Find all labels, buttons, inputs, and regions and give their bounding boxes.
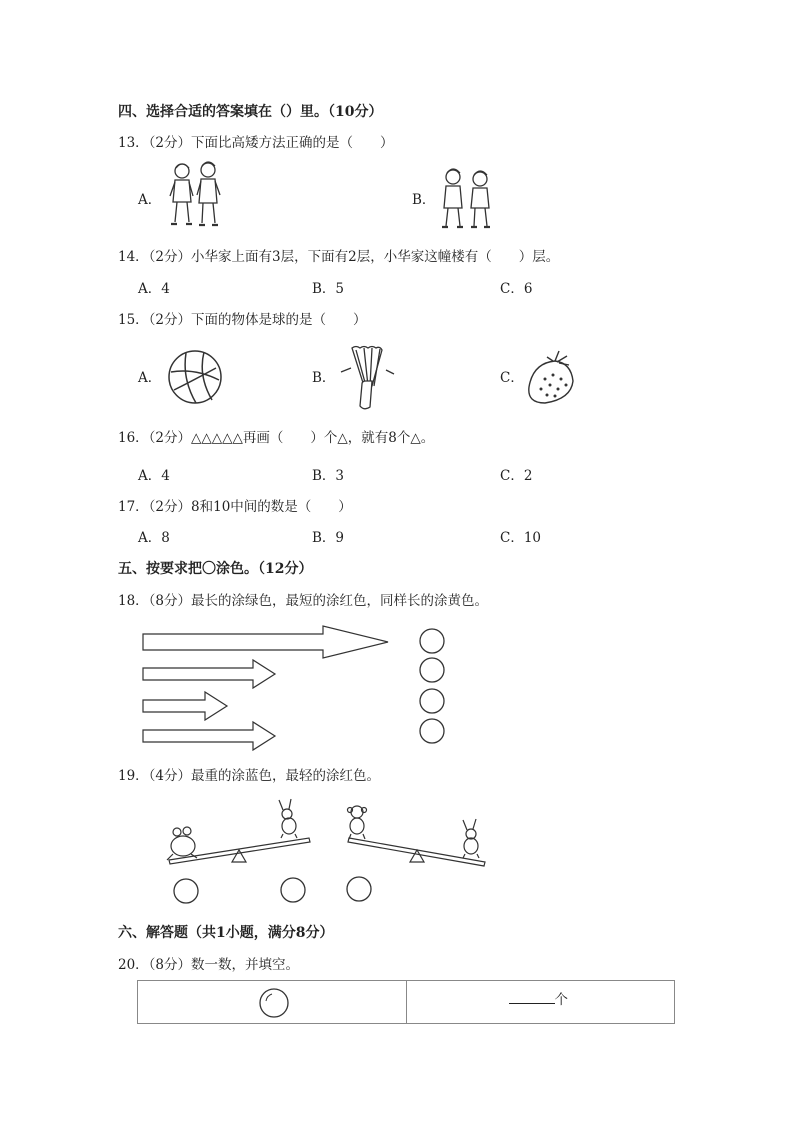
question-16: 16．（2分）△△△△△再画（ ）个△，就有8个△。 <box>118 430 435 446</box>
question-20: 20．（8分）数一数，并填空。 <box>118 957 300 973</box>
q14-option-a[interactable]: A．4 <box>138 281 170 297</box>
strawberry-icon <box>525 349 579 407</box>
shuttlecock-icon <box>338 344 396 410</box>
seesaw-figure <box>165 798 495 906</box>
answer-blank[interactable] <box>509 989 555 1004</box>
section-4-title: 四、选择合适的答案填在（）里。（10分） <box>118 104 383 120</box>
q13-option-a[interactable]: A． <box>138 192 162 208</box>
rabbit-icon-right <box>463 819 479 858</box>
q17-option-c[interactable]: C．10 <box>500 530 542 546</box>
question-19: 19．（4分）最重的涂蓝色，最轻的涂红色。 <box>118 768 381 784</box>
circle-3 <box>420 689 444 713</box>
basketball-icon <box>166 348 224 406</box>
question-17: 17．（2分）8和10中间的数是（ ） <box>118 499 352 515</box>
section-5-title: 五、按要求把〇涂色。（12分） <box>118 561 313 577</box>
count-table <box>137 980 675 1024</box>
count-table-figure-cell <box>138 981 406 1023</box>
arrow-medium-1 <box>143 660 275 688</box>
q17-option-b[interactable]: B．9 <box>312 530 345 546</box>
ball-outline-icon <box>258 987 290 1019</box>
monkey-icon <box>348 806 367 839</box>
question-14: 14．（2分）小华家上面有3层，下面有2层，小华家这幢楼有（ ）层。 <box>118 249 560 265</box>
answer-circle-2 <box>281 878 305 902</box>
rabbit-icon-left <box>279 799 297 838</box>
q15-option-a[interactable]: A． <box>138 370 162 386</box>
q17-option-a[interactable]: A．8 <box>138 530 170 546</box>
arrows-figure <box>138 622 454 752</box>
q13-option-b[interactable]: B． <box>412 192 436 208</box>
q16-option-a[interactable]: A．4 <box>138 468 170 484</box>
arrow-longest <box>143 626 388 658</box>
answer-circle-3 <box>347 877 371 901</box>
section-6-title: 六、解答题（共1小题，满分8分） <box>118 925 334 941</box>
count-answer[interactable] <box>509 989 569 1009</box>
kids-back-to-back-wrong-icon <box>165 160 225 236</box>
count-table-answer-cell <box>406 981 675 1023</box>
question-18: 18．（8分）最长的涂绿色，最短的涂红色，同样长的涂黄色。 <box>118 593 489 609</box>
circle-1 <box>420 629 444 653</box>
frog-icon <box>167 827 197 860</box>
circle-4 <box>420 719 444 743</box>
count-unit: 个 <box>554 992 568 1008</box>
arrow-shortest <box>143 692 227 720</box>
q16-option-b[interactable]: B．3 <box>312 468 345 484</box>
answer-circle-1 <box>174 879 198 903</box>
kids-back-to-back-right-icon <box>437 166 497 236</box>
q14-option-b[interactable]: B．5 <box>312 281 345 297</box>
q15-option-c[interactable]: C． <box>500 370 524 386</box>
q15-option-b[interactable]: B． <box>312 370 336 386</box>
question-15: 15．（2分）下面的物体是球的是（ ） <box>118 312 367 328</box>
q16-option-c[interactable]: C．2 <box>500 468 533 484</box>
q14-option-c[interactable]: C．6 <box>500 281 533 297</box>
circle-2 <box>420 658 444 682</box>
arrow-medium-2 <box>143 722 275 750</box>
question-13: 13．（2分）下面比高矮方法正确的是（ ） <box>118 135 394 151</box>
